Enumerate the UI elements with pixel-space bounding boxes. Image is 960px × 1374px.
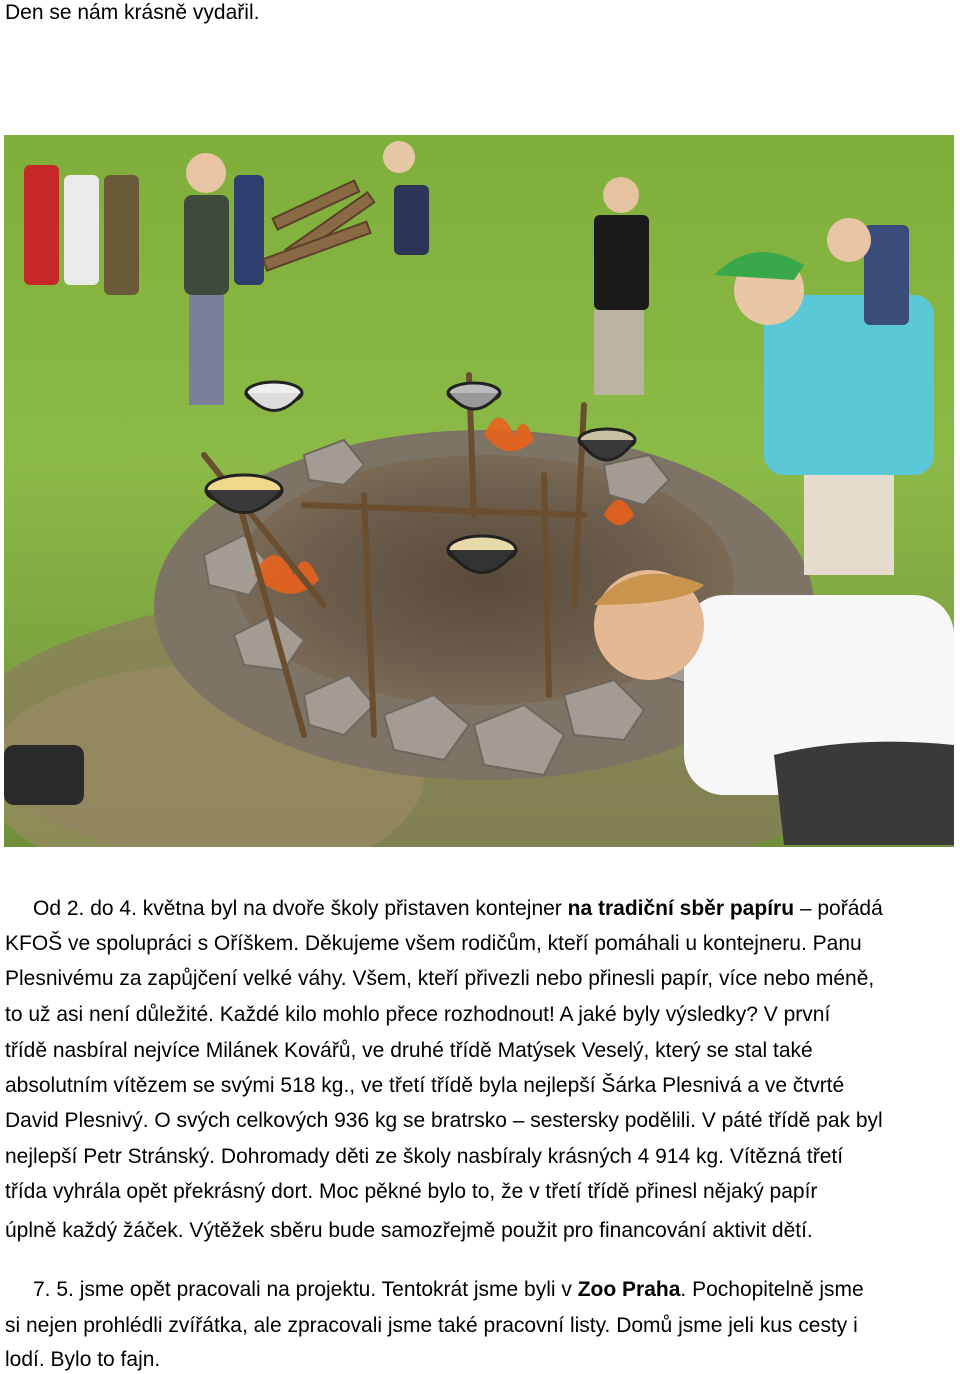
- paper-paragraph-line-3: Plesnivému za zapůjčení velké váhy. Všem, kteří přivezli nebo přinesli papír, více nebo méně,: [5, 967, 875, 990]
- paper-paragraph-line-10: úplně každý žáček. Výtěžek sběru bude samozřejmě použit pro financování aktivit dětí.: [5, 1219, 813, 1242]
- text-span: 7. 5. jsme opět pracovali na projektu. Tentokrát jsme byli v: [33, 1278, 578, 1301]
- zoo-paragraph-line-2: si nejen prohlédli zvířátka, ale zpracovali jsme také pracovní listy. Domů jsme jeli kus cesty i: [5, 1314, 858, 1337]
- bold-phrase: Zoo Praha: [577, 1278, 681, 1301]
- campfire-photo: [4, 135, 954, 847]
- paper-paragraph-line-6: absolutním vítězem se svými 518 kg., ve třetí třídě byla nejlepší Šárka Plesnivá a ve čtvrté: [5, 1074, 845, 1097]
- paper-paragraph-line-4: to už asi není důležité. Každé kilo mohlo přece rozhodnout! A jaké byly výsledky? V první: [5, 1003, 831, 1026]
- paper-paragraph-line-2: KFOŠ ve spolupráci s Oříškem. Děkujeme všem rodičům, kteří pomáhali u kontejneru. Panu: [5, 932, 862, 955]
- text-span: – pořádá: [794, 897, 883, 920]
- text-span: . Pochopitelně jsme: [680, 1278, 864, 1301]
- paper-paragraph-line-1: [33, 896, 883, 922]
- paper-paragraph-line-7: David Plesnivý. O svých celkových 936 kg se bratrsko – sestersky podělili. V páté třídě pak byl: [5, 1109, 883, 1132]
- paper-paragraph-line-8: nejlepší Petr Stránský. Dohromady děti ze školy nasbíraly krásných 4 914 kg. Vítězná třetí: [5, 1145, 844, 1168]
- paper-paragraph-line-9: třída vyhrála opět překrásný dort. Moc pěkné bylo to, že v třetí třídě přinesl nějaký papír: [5, 1180, 818, 1203]
- zoo-paragraph-line-3: lodí. Bylo to fajn.: [5, 1348, 161, 1371]
- bold-phrase: na tradiční sběr papíru: [567, 897, 795, 920]
- intro-text: Den se nám krásně vydařil.: [5, 1, 260, 24]
- zoo-paragraph-line-1: [33, 1277, 864, 1303]
- paper-paragraph-line-5: třídě nasbíral nejvíce Milánek Kovářů, ve druhé třídě Matýsek Veselý, který se stal také: [5, 1039, 813, 1062]
- text-span: Od 2. do 4. května byl na dvoře školy přistaven kontejner: [33, 897, 568, 920]
